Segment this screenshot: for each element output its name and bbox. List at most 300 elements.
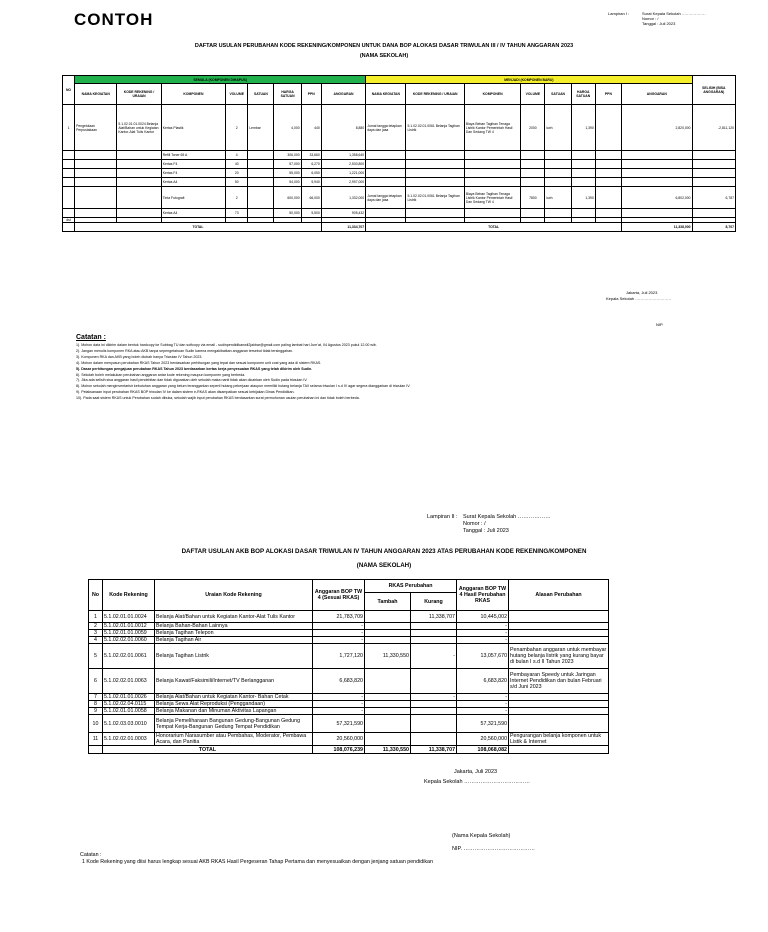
cell-r-ppn xyxy=(595,151,621,160)
cell-r-komp: Biaya Beban Tagihan Tenaga Listrik Kantor Pemerintah Hasil Dan Sedang TW 4 xyxy=(464,187,520,209)
note-line: 5). Dasar perhitungan pengajuan perubahan RKAS Tahun 2023 berdasarkan kertas kerja penyesuaian RKAS yang telah dikirim oleh Sudin. xyxy=(76,366,313,371)
ref-value: Surat Kepala Sekolah ……………… xyxy=(463,514,551,520)
notes-heading: Catatan : xyxy=(76,334,106,341)
col-header: KOMPONEN xyxy=(161,84,225,105)
cell-l-vol: 40 xyxy=(226,160,248,169)
note-line: 4). Mohon dalam menyusun perubahan RKAS Tahun 2023 berdasarkan perhitungan yang tepat dan sesuai komponen unit cost yang ada di sistem RKAS. xyxy=(76,360,322,365)
attachment-reference-2 xyxy=(427,514,551,536)
total-left: 11,334,707 xyxy=(321,223,365,232)
cell-l-ang: 2,530,800 xyxy=(321,160,365,169)
cell-kurang xyxy=(411,708,457,715)
cell-r-keg xyxy=(366,178,406,187)
cell-l-komp: Kertas Plastik xyxy=(161,105,225,151)
cell-kode: 5.1.02.01.01.0024 xyxy=(103,611,155,623)
cell-r-kode xyxy=(406,209,464,218)
cell-r-ang xyxy=(622,209,693,218)
total-hasil: 108,068,082 xyxy=(457,746,509,754)
table-row xyxy=(63,178,736,187)
cell-r-sat: kwh xyxy=(545,105,571,151)
cell-no: 7 xyxy=(89,694,103,701)
cell-l-ppn: 5,940 xyxy=(301,178,321,187)
cell-ang: - xyxy=(313,708,365,715)
cell-l-ppn: 6,050 xyxy=(301,169,321,178)
cell-l-vol: 2 xyxy=(226,187,248,209)
cell-l-komp: Tinta Fotografi xyxy=(161,187,225,209)
col-header: PPN xyxy=(595,84,621,105)
cell-r-sat xyxy=(545,169,571,178)
cell-r-kode xyxy=(406,160,464,169)
col-header: KOMPONEN xyxy=(464,84,520,105)
cell-l-sat xyxy=(248,169,274,178)
signature-name-block xyxy=(452,830,535,856)
ref-key: Lampiran II : xyxy=(427,514,458,520)
cell-no xyxy=(63,160,75,169)
cell-kode: 5.1.02.02.04.0115 xyxy=(103,701,155,708)
col-header: HARGA SATUAN xyxy=(571,84,595,105)
cell-kurang xyxy=(411,715,457,733)
signature-block-1 xyxy=(606,290,671,302)
total-tambah: 11,330,550 xyxy=(365,746,411,754)
cell-r-vol xyxy=(521,151,545,160)
cell-l-ppn: 6,270 xyxy=(301,160,321,169)
cell-r-komp xyxy=(464,169,520,178)
cell-l-kode xyxy=(117,169,161,178)
ref-key xyxy=(608,21,642,26)
cell-r-keg xyxy=(366,160,406,169)
cell-hasil: 6,683,820 xyxy=(457,669,509,694)
cell-ang: 1,727,120 xyxy=(313,644,365,669)
cell-hasil: - xyxy=(457,708,509,715)
note-line: 9). Pelaksanaan input perubahan RKAS BOP triwulan IV ke dalam sistem e-RKAS akan disampaikan sesuai kebijakan Dinas Pendidikan. xyxy=(76,390,295,395)
cell-r-harga xyxy=(571,178,595,187)
cell-kurang xyxy=(411,637,457,644)
cell-no: 8 xyxy=(89,701,103,708)
cell-selisih xyxy=(692,169,735,178)
note-line: 3). Komponen RKA dan AKB yang boleh diubah hanya Triwulan IV Tahun 2023. xyxy=(76,354,203,359)
cell-r-ang xyxy=(622,160,693,169)
cell-uraian: Belanja Kawat/Faksimili/Internet/TV Berlangganan xyxy=(155,669,313,694)
cell-alasan xyxy=(509,715,609,733)
note-line: 8). Mohon sekolah menginventarisir kebutuhan anggaran yang belum teranggarkan seperti hutang pekerjaan ataupun memiliki hutang belanja TA/I selama triwulan I s.d IV agar segera dianggarkan di triwulan IV. xyxy=(76,384,411,389)
signature-block-2 xyxy=(424,767,530,787)
cell-r-ppn xyxy=(595,178,621,187)
cell-r-harga xyxy=(571,160,595,169)
table-row xyxy=(63,105,736,151)
cell-no xyxy=(63,151,75,160)
cell-l-sat xyxy=(248,151,274,160)
page-title-2: DAFTAR USULAN AKB BOP ALOKASI DASAR TRIWULAN IV TAHUN ANGGARAN 2023 ATAS PERUBAHAN KODE REKENING/KOMPONEN xyxy=(181,548,587,555)
notes2-item: 1 Kode Rekening yang diisi harus lengkap sesuai AKB RKAS Hasil Pergeseran Tahap Pertama dan menyesuaikan dengan jenjang satuan pendidikan xyxy=(82,859,433,865)
cell-l-keg xyxy=(75,169,117,178)
ref-value: Tanggal : Juli 2023 xyxy=(642,21,676,26)
cell-no: 1 xyxy=(89,611,103,623)
ref-value: Nomor : / xyxy=(463,521,486,528)
cell-l-harga: 55,000 xyxy=(274,169,301,178)
cell-selisih xyxy=(692,209,735,218)
cell-ang: 20,560,000 xyxy=(313,733,365,746)
table-row xyxy=(89,637,609,644)
total-label-right: TOTAL xyxy=(366,223,622,232)
cell-r-kode: 5.1.02.02.01.0061 Belanja Tagihan Listrik xyxy=(406,187,464,209)
col-header: SATUAN xyxy=(248,84,274,105)
school-name-1: (NAMA SEKOLAH) xyxy=(359,53,409,59)
cell-l-kode xyxy=(117,209,161,218)
table-row xyxy=(63,151,736,160)
cell-l-vol: 4 xyxy=(226,151,248,160)
cell-l-keg xyxy=(75,160,117,169)
cell-l-harga: 50,000 xyxy=(274,209,301,218)
cell-no: 9 xyxy=(89,708,103,715)
cell-l-keg xyxy=(75,209,117,218)
cell-no: 4 xyxy=(89,637,103,644)
cell-tambah xyxy=(365,701,411,708)
cell-r-harga: 1,390 xyxy=(571,187,595,209)
cell-no: 5 xyxy=(89,644,103,669)
sig-nip: NIP. ………………………………… xyxy=(452,846,536,852)
attachment-reference-1 xyxy=(608,11,706,26)
notes2-heading: Catatan : xyxy=(80,852,102,858)
cell-l-sat: Lembar xyxy=(248,105,274,151)
col-header: HARGA SATUAN xyxy=(274,84,301,105)
cell-r-ppn xyxy=(595,169,621,178)
cell-no: 3 xyxy=(89,630,103,637)
cell-r-komp xyxy=(464,209,520,218)
col-hasil: Anggaran BOP TW 4 Hasil Perubahan RKAS xyxy=(457,580,509,611)
cell-r-ppn xyxy=(595,160,621,169)
cell-r-vol: 2000 xyxy=(521,105,545,151)
cell-selisih xyxy=(692,151,735,160)
total-kurang: 11,338,707 xyxy=(411,746,457,754)
cell-alasan xyxy=(509,694,609,701)
sig-role: Kepala Sekolah ……………………………… xyxy=(424,779,531,785)
cell-tambah xyxy=(365,637,411,644)
cell-r-sat: kwh xyxy=(545,187,571,209)
table-row xyxy=(89,644,609,669)
cell-l-vol: 73 xyxy=(226,209,248,218)
note-line: 2). Jangan menulis komponen RKA atau AKB tanpa sepengetahuan Sudin karena mengakibatkan anggaran tersebut tidak tersinggahan. xyxy=(76,348,294,353)
cell-r-keg: Jurnal tangga tetapkan daya dan jasa xyxy=(366,105,406,151)
table-row xyxy=(89,733,609,746)
note-line: 7). Jika ada selisih sisa anggaran hasil pendebitan dan tidak digunakan oleh sekolah maka nanti tidak akan dicairkan oleh Sudin pada triwulan IV. xyxy=(76,378,308,383)
cell-l-keg: Pengelolaan Perpustakaan xyxy=(75,105,117,151)
cell-l-vol: 20 xyxy=(226,169,248,178)
cell-l-ang: 2,997,000 xyxy=(321,178,365,187)
cell-alasan xyxy=(509,701,609,708)
cell-l-harga: 600,000 xyxy=(274,187,301,209)
cell-uraian: Belanja Makanan dan Minuman Aktivitas Lapangan xyxy=(155,708,313,715)
cell-selisih xyxy=(692,178,735,187)
cell-l-kode xyxy=(117,160,161,169)
col-header: NAMA KEGIATAN xyxy=(366,84,406,105)
cell-r-harga xyxy=(571,209,595,218)
col-kode: Kode Rekening xyxy=(103,580,155,611)
total-selisih: 8,707 xyxy=(692,223,735,232)
cell-r-vol: 7800 xyxy=(521,187,545,209)
col-selisih: SELISIH (BISA ANGGARAN) xyxy=(692,76,735,105)
cell-ang: - xyxy=(313,701,365,708)
col-alasan: Alasan Perubahan xyxy=(509,580,609,611)
cell-no xyxy=(63,178,75,187)
cell-r-keg xyxy=(366,169,406,178)
table-row xyxy=(89,715,609,733)
cell-r-harga xyxy=(571,169,595,178)
ref-value: Surat Kepala Sekolah ……………… xyxy=(642,11,706,16)
cell-r-kode xyxy=(406,151,464,160)
cell-selisih: 6,787 xyxy=(692,187,735,209)
cell-uraian: Belanja Bahan-Bahan Lainnya xyxy=(155,623,313,630)
cell-l-ppn: 5,500 xyxy=(301,209,321,218)
cell-no: 2 xyxy=(89,623,103,630)
col-kurang: Kurang xyxy=(411,593,457,611)
cell-hasil: - xyxy=(457,637,509,644)
cell-r-sat xyxy=(545,209,571,218)
cell-r-ang xyxy=(622,178,693,187)
school-name-2: (NAMA SEKOLAH) xyxy=(356,562,412,569)
cell-l-sat xyxy=(248,160,274,169)
cell-l-kode xyxy=(117,187,161,209)
cell-l-vol: 50 xyxy=(226,178,248,187)
notes-section xyxy=(76,334,716,402)
col-header: NAMA KEGIATAN xyxy=(75,84,117,105)
col-header: SATUAN xyxy=(545,84,571,105)
cell-ang: - xyxy=(313,630,365,637)
col-header: KODE REKENING / URAIAN xyxy=(406,84,464,105)
table-row xyxy=(89,708,609,715)
cell-l-keg xyxy=(75,151,117,160)
cell-no xyxy=(63,187,75,209)
cell-l-komp: Kertas F4 xyxy=(161,169,225,178)
col-header: KODE REKENING / URAIAN xyxy=(117,84,161,105)
cell-hasil: 13,057,670 xyxy=(457,644,509,669)
cell-l-sat xyxy=(248,187,274,209)
cell-l-ang: 905,432 xyxy=(321,209,365,218)
cell-hasil: - xyxy=(457,694,509,701)
cell-l-ang: 1,358,640 xyxy=(321,151,365,160)
table-row xyxy=(89,611,609,623)
table-row xyxy=(89,669,609,694)
table-row xyxy=(89,630,609,637)
cell-no xyxy=(63,169,75,178)
cell-l-harga: 4,000 xyxy=(274,105,301,151)
cell-uraian: Belanja Tagihan Air xyxy=(155,637,313,644)
cell-r-vol xyxy=(521,178,545,187)
cell-r-keg xyxy=(366,151,406,160)
cell-tambah xyxy=(365,733,411,746)
cell-kurang xyxy=(411,701,457,708)
cell-l-kode xyxy=(117,151,161,160)
cell-l-komp: Kertas A4 xyxy=(161,209,225,218)
cell-l-vol: 2 xyxy=(226,105,248,151)
cell-r-sat xyxy=(545,151,571,160)
cell-l-harga: 54,000 xyxy=(274,178,301,187)
group-header-old: SEMULA (KOMPONEN DIHAPUS) xyxy=(75,76,366,84)
cell-r-kode xyxy=(406,169,464,178)
cell-l-keg xyxy=(75,178,117,187)
cell-alasan xyxy=(509,637,609,644)
table-row xyxy=(63,160,736,169)
cell-tambah xyxy=(365,611,411,623)
cell-r-sat xyxy=(545,178,571,187)
cell-r-ppn xyxy=(595,187,621,209)
cell-ang: - xyxy=(313,623,365,630)
cell-selisih xyxy=(692,160,735,169)
cell-l-komp: Kertas A4 xyxy=(161,178,225,187)
cell-alasan: Penambahan anggaran untuk membayar hutang belanja listrik yang kurang bayar di bulan I s.d II Tahun 2023 xyxy=(509,644,609,669)
sig-role: Kepala Sekolah ……………………… xyxy=(606,296,672,301)
cell-alasan: Pengurangan belanja komponen untuk Listik & Internet xyxy=(509,733,609,746)
cell-kode: 5.1.02.02.01.0003 xyxy=(103,733,155,746)
cell-ang: - xyxy=(313,694,365,701)
cell-kurang xyxy=(411,669,457,694)
cell-r-ang: 2,820,000 xyxy=(622,105,693,151)
cell-r-komp: Biaya Beban Tagihan Tenaga Listrik Kantor Pemerintah Hasil Dan Sedang TW 4 xyxy=(464,105,520,151)
col-no: No xyxy=(89,580,103,611)
ref-key xyxy=(427,528,463,535)
cell-r-ppn xyxy=(595,105,621,151)
cell-l-harga: 306,000 xyxy=(274,151,301,160)
col-header: VOLUME xyxy=(521,84,545,105)
table-row xyxy=(63,169,736,178)
cell-kode: 5.1.02.02.01.0061 xyxy=(103,644,155,669)
cell-no: 1 xyxy=(63,105,75,151)
group-header-new: MENJADI (KOMPONEN BARU) xyxy=(366,76,692,84)
cell-hasil: - xyxy=(457,623,509,630)
note-line: 10). Pada saat sistem RKAS untuk Perubahan sudah dibuka, sekolah wajib input perubahan RKAS berdasarkan surat permohonan usulan perubahan ini dan tidak boleh berbeda. xyxy=(76,396,360,401)
table-row xyxy=(89,701,609,708)
cell-l-ang: 8,880 xyxy=(321,105,365,151)
col-anggaran: Anggaran BOP TW 4 (Sesuai RKAS) xyxy=(313,580,365,611)
cell-no: 10 xyxy=(89,715,103,733)
cell-l-komp: Refill Toner 65 A xyxy=(161,151,225,160)
total-label: TOTAL xyxy=(103,746,313,754)
col-header: PPN xyxy=(301,84,321,105)
cell-uraian: Honorarium Narasumber atau Pembahas, Moderator, Pembawa Acara, dan Panitia xyxy=(155,733,313,746)
cell-r-komp xyxy=(464,178,520,187)
cell-kode: 5.1.02.01.01.0058 xyxy=(103,708,155,715)
table-row xyxy=(63,209,736,218)
cell-r-komp xyxy=(464,160,520,169)
cell-kode: 5.1.02.01.01.0012 xyxy=(103,623,155,630)
cell-uraian: Belanja Alat/Bahan untuk Kegiatan Kantor-Alat Tulis Kantor xyxy=(155,611,313,623)
cell-kode: 5.1.02.01.01.0026 xyxy=(103,694,155,701)
col-header: ANGGARAN xyxy=(622,84,693,105)
sig-place: Jakarta, Juli 2023 xyxy=(626,290,658,295)
cell-l-harga: 57,000 xyxy=(274,160,301,169)
total-right: 11,338,000 xyxy=(622,223,693,232)
cell-kurang: - xyxy=(411,694,457,701)
cell-uraian: Belanja Tagihan Listrik xyxy=(155,644,313,669)
dst-cell: dst xyxy=(63,218,75,223)
cell-alasan xyxy=(509,630,609,637)
cell-alasan xyxy=(509,708,609,715)
cell-r-keg xyxy=(366,209,406,218)
cell-kode: 5.1.02.02.01.0063 xyxy=(103,669,155,694)
cell-no: 6 xyxy=(89,669,103,694)
cell-alasan: Pembayaran Speedy untuk Jaringan Internet Pendidikan dan bulan Februari s/d Juni 2023 xyxy=(509,669,609,694)
page-title-1: DAFTAR USULAN PERUBAHAN KODE REKENING/KOMPONEN UNTUK DANA BOP ALOKASI DASAR TRIWULAN III / IV TAHUN ANGGARAN 2023 xyxy=(194,43,574,49)
col-no: NO xyxy=(63,76,75,105)
cell-hasil: - xyxy=(457,630,509,637)
cell-ang: 6,683,820 xyxy=(313,669,365,694)
cell-r-ang: 6,802,000 xyxy=(622,187,693,209)
cell-kode: 5.1.02.03.03.0010 xyxy=(103,715,155,733)
cell-r-kode: 5.1.02.02.01.0061 Belanja Tagihan Listrik xyxy=(406,105,464,151)
table-row xyxy=(63,187,736,209)
col-header: ANGGARAN xyxy=(321,84,365,105)
cell-ang: 57,321,590 xyxy=(313,715,365,733)
cell-r-vol xyxy=(521,160,545,169)
cell-tambah xyxy=(365,630,411,637)
cell-l-sat xyxy=(248,209,274,218)
cell-uraian: Belanja Alat/Bahan untuk Kegiatan Kantor- Bahan Cetak xyxy=(155,694,313,701)
cell-r-komp xyxy=(464,151,520,160)
cell-hasil: 20,560,000 xyxy=(457,733,509,746)
cell-uraian: Belanja Tagihan Telepon xyxy=(155,630,313,637)
cell-kode: 5.1.02.01.01.0059 xyxy=(103,630,155,637)
note-line: 6). Sekolah boleh melakukan perubahan anggaran antar kode rekening maupun komponen yang berbeda. xyxy=(76,372,246,377)
col-uraian: Uraian Kode Rekening xyxy=(155,580,313,611)
cell-tambah xyxy=(365,623,411,630)
cell-ang: - xyxy=(313,637,365,644)
col-header: VOLUME xyxy=(226,84,248,105)
cell-no xyxy=(63,209,75,218)
sig-nip: NIP. xyxy=(656,322,664,327)
cell-tambah: 11,330,550 xyxy=(365,644,411,669)
cell-ang: 21,783,709 xyxy=(313,611,365,623)
cell-tambah xyxy=(365,669,411,694)
cell-r-sat xyxy=(545,160,571,169)
cell-l-kode: 5.1.02.01.01.0024 Belanja Alat/Bahan untuk Kegiatan Kantor-Alat Tulis Kantor xyxy=(117,105,161,151)
cell-tambah xyxy=(365,694,411,701)
notes-section-2 xyxy=(80,852,433,866)
cell-kurang xyxy=(411,630,457,637)
note-line: 1). Mohon data ini dikirim dalam bentuk hardcopy ke Subbag TU dan softcopy via email - sudinpendidikanwil2jakbar@gmail.com paling lambat hari Jum'at, 04 Agustus 2023 pukul 12.00 wib. xyxy=(76,343,377,347)
total-label-left: TOTAL xyxy=(75,223,322,232)
cell-r-ppn xyxy=(595,209,621,218)
ref-value: Nomor : / xyxy=(642,16,659,21)
cell-kurang xyxy=(411,733,457,746)
ref-key xyxy=(427,521,463,528)
component-change-table xyxy=(62,75,736,232)
sig-name: (Nama Kepala Sekolah) xyxy=(452,833,511,839)
cell-r-kode xyxy=(406,178,464,187)
cell-no: 11 xyxy=(89,733,103,746)
cell-uraian: Belanja Sewa Alat Reproduksi (Penggandaan) xyxy=(155,701,313,708)
cell-r-vol xyxy=(521,169,545,178)
cell-r-ang xyxy=(622,169,693,178)
cell-selisih: -2,811,120 xyxy=(692,105,735,151)
cell-l-ppn: 440 xyxy=(301,105,321,151)
cell-l-keg xyxy=(75,187,117,209)
cell-r-keg: Jurnal tangga tetapkan daya dan jasa xyxy=(366,187,406,209)
cell-l-sat xyxy=(248,178,274,187)
col-tambah: Tambah xyxy=(365,593,411,611)
cell-r-harga xyxy=(571,151,595,160)
cell-r-ang xyxy=(622,151,693,160)
akb-change-table xyxy=(88,579,609,754)
total-anggaran: 108,076,239 xyxy=(313,746,365,754)
table-row xyxy=(89,623,609,630)
brand-watermark: CONTOH xyxy=(74,10,154,29)
cell-kurang: - xyxy=(411,644,457,669)
cell-r-vol xyxy=(521,209,545,218)
cell-alasan xyxy=(509,611,609,623)
cell-l-ppn: 66,000 xyxy=(301,187,321,209)
col-rkas-perubahan: RKAS Perubahan xyxy=(365,580,457,593)
cell-hasil: 57,321,590 xyxy=(457,715,509,733)
cell-hasil: - xyxy=(457,701,509,708)
ref-value: Tanggal : Juli 2023 xyxy=(463,528,509,535)
